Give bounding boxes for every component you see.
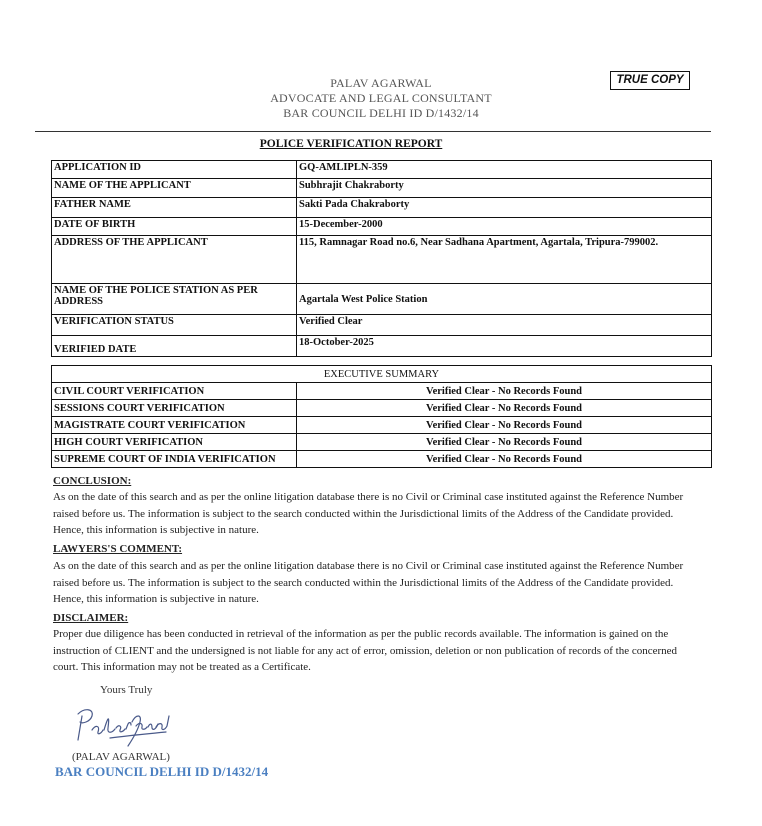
table-row [52, 451, 712, 468]
table-row [52, 236, 712, 284]
summary-heading: EXECUTIVE SUMMARY [52, 366, 712, 383]
table-row [52, 417, 712, 434]
signature-image [70, 700, 180, 752]
report-title: POLICE VERIFICATION REPORT [259, 138, 443, 150]
summary-label: SESSIONS COURT VERIFICATION [52, 400, 297, 417]
comment-heading: LAWYERS'S COMMENT: [53, 543, 183, 555]
table-row [52, 400, 712, 417]
table-row [52, 383, 712, 400]
executive-summary-table [51, 365, 712, 468]
table-row [52, 366, 712, 383]
summary-value: Verified Clear - No Records Found [297, 400, 712, 417]
detail-value: GQ-AMLIPLN-359 [297, 161, 712, 179]
summary-label: SUPREME COURT OF INDIA VERIFICATION [52, 451, 297, 468]
summary-value: Verified Clear - No Records Found [297, 383, 712, 400]
summary-value: Verified Clear - No Records Found [297, 451, 712, 468]
table-row [52, 161, 712, 179]
detail-value: 18-October-2025 [297, 336, 712, 357]
comment-text: As on the date of this search and as per the online litigation database there is no Civil or Criminal case instituted against the Reference Number raised before us. The information is subject to the search conducted within the Jurisdictional limits of the Address of the Candidate provided. Hence, this information is subjective in nature. [53, 560, 684, 605]
advocate-designation: ADVOCATE AND LEGAL CONSULTANT [270, 91, 492, 105]
detail-label: ADDRESS OF THE APPLICANT [52, 236, 297, 284]
table-row [52, 218, 712, 236]
detail-value: Agartala West Police Station [297, 284, 712, 315]
conclusion-heading: CONCLUSION: [53, 475, 132, 487]
detail-label: APPLICATION ID [52, 161, 297, 179]
table-row [52, 336, 712, 357]
summary-label: CIVIL COURT VERIFICATION [52, 383, 297, 400]
conclusion-text: As on the date of this search and as per the online litigation database there is no Civil or Criminal case instituted against the Reference Number raised before us. The information is subject to the search conducted within the Jurisdictional limits of the Address of the Candidate provided. Hence, this information is subjective in nature. [53, 491, 684, 536]
advocate-bar-id: BAR COUNCIL DELHI ID D/1432/14 [283, 106, 479, 120]
summary-label: MAGISTRATE COURT VERIFICATION [52, 417, 297, 434]
detail-label: NAME OF THE APPLICANT [52, 179, 297, 198]
table-row [52, 179, 712, 198]
detail-label: NAME OF THE POLICE STATION AS PER ADDRESS [52, 284, 297, 315]
detail-value: Verified Clear [297, 315, 712, 336]
summary-value: Verified Clear - No Records Found [297, 417, 712, 434]
table-row [52, 315, 712, 336]
advocate-name: PALAV AGARWAL [330, 76, 432, 90]
detail-label: VERIFICATION STATUS [52, 315, 297, 336]
true-copy-stamp: TRUE COPY [610, 71, 690, 90]
detail-value: 15-December-2000 [297, 218, 712, 236]
disclaimer-heading: DISCLAIMER: [53, 612, 129, 624]
table-row [52, 198, 712, 218]
detail-value: Subhrajit Chakraborty [297, 179, 712, 198]
detail-label: FATHER NAME [52, 198, 297, 218]
detail-label: DATE OF BIRTH [52, 218, 297, 236]
signatory-name: (PALAV AGARWAL) [72, 751, 170, 763]
signatory-bar-id: BAR COUNCIL DELHI ID D/1432/14 [55, 764, 269, 779]
detail-value: Sakti Pada Chakraborty [297, 198, 712, 218]
table-row [52, 284, 712, 315]
detail-label: VERIFIED DATE [52, 336, 297, 357]
summary-label: HIGH COURT VERIFICATION [52, 434, 297, 451]
table-row [52, 434, 712, 451]
closing-line: Yours Truly [100, 684, 153, 696]
detail-value: 115, Ramnagar Road no.6, Near Sadhana Apartment, Agartala, Tripura-799002. [297, 236, 712, 284]
header-divider [35, 131, 711, 132]
disclaimer-text: Proper due diligence has been conducted in retrieval of the information as per the public records available. The information is gained on the instruction of CLIENT and the undersigned is not liable for any act of error, omission, deletion or non publication of records of the concerned court. This information may not be treated as a Certificate. [53, 628, 678, 673]
summary-value: Verified Clear - No Records Found [297, 434, 712, 451]
applicant-details-table [51, 160, 712, 357]
